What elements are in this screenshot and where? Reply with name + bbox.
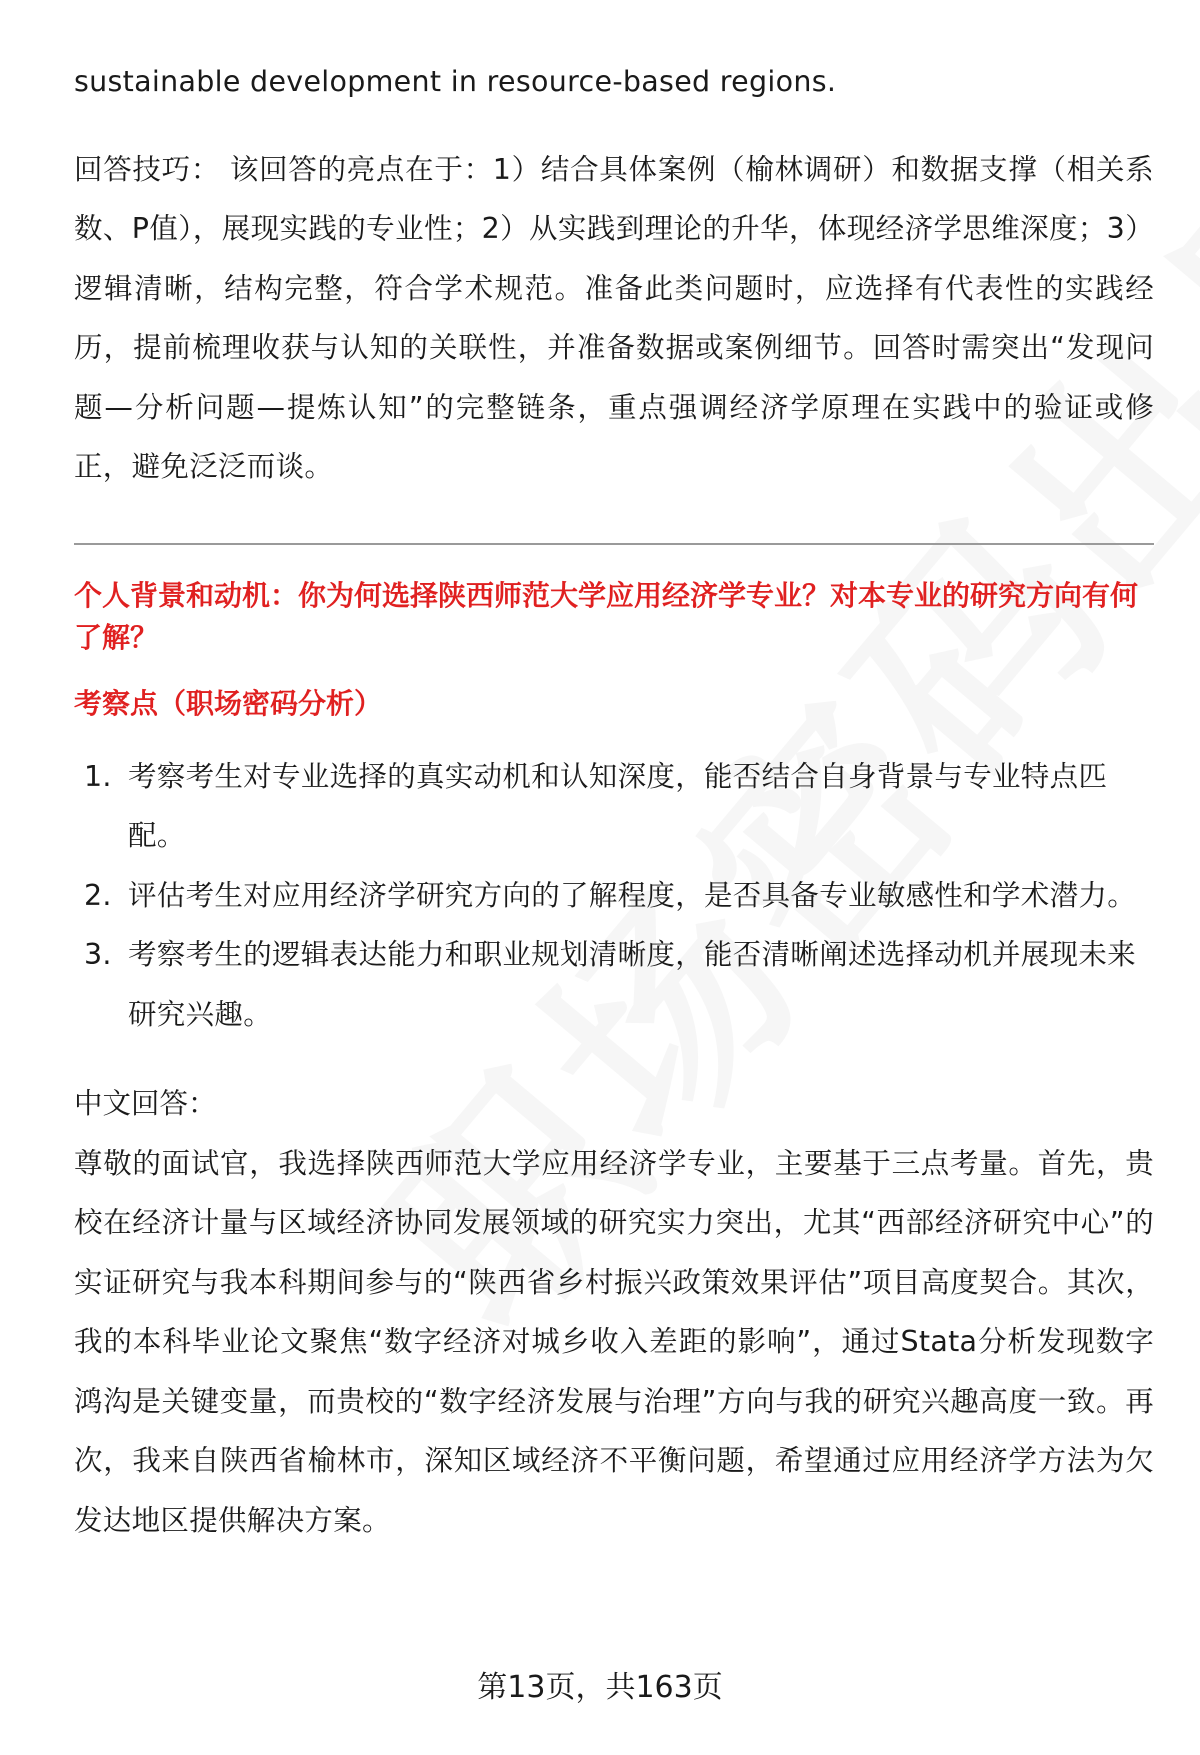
page-footer: 第13页，共163页 xyxy=(477,1670,723,1705)
focus-point-number: 1. xyxy=(84,759,112,793)
focus-point-text: 考察考生的逻辑表达能力和职业规划清晰度，能否清晰阐述选择动机并展现未来研究兴趣。 xyxy=(128,938,1137,1031)
focus-point-text: 考察考生对专业选择的真实动机和认知深度，能否结合自身背景与专业特点匹配。 xyxy=(128,759,1108,852)
page-content xyxy=(74,52,1154,1550)
focus-heading: 考察点（职场密码分析） xyxy=(74,686,383,720)
focus-point-text: 评估考生对应用经济学研究方向的了解程度，是否具备专业敏感性和学术潜力。 xyxy=(128,878,1137,912)
focus-points-list xyxy=(74,747,1154,1045)
focus-point-number: 3. xyxy=(84,938,112,971)
focus-point-item xyxy=(74,925,1154,1044)
focus-point-number: 2. xyxy=(84,878,112,912)
answer-paragraph: 尊敬的面试官，我选择陕西师范大学应用经济学专业，主要基于三点考量。首先，贵校在经济计量与区域经济协同发展领域的研究实力突出，尤其“西部经济研究中心”的实证研究与我本科期间参与的“陕西省乡村振兴政策效果评估”项目高度契合。其次，我的本科毕业论文聚焦“数字经济对城乡收入差距的影响”，通过Stata分析发现数字鸿沟是关键变量，而贵校的“数字经济发展与治理”方向与我的研究兴趣高度一致。再次，我来自陕西省榆林市，深知区域经济不平衡问题，希望通过应用经济学方法为欠发达地区提供解决方案。 xyxy=(74,1146,1154,1537)
focus-point-item xyxy=(74,747,1154,866)
intro-paragraph: sustainable development in resource-based regions. xyxy=(74,65,837,98)
answer-label: 中文回答： xyxy=(74,1087,217,1120)
question-heading: 个人背景和动机：你为何选择陕西师范大学应用经济学专业？对本专业的研究方向有何了解？ xyxy=(74,578,1139,654)
answer-tips-paragraph: 回答技巧： 该回答的亮点在于：1）结合具体案例（榆林调研）和数据支撑（相关系数、P值），展现实践的专业性；2）从实践到理论的升华，体现经济学思维深度；3）逻辑清晰，结构完整，符合学术规范。准备此类问题时，应选择有代表性的实践经历，提前梳理收获与认知的关联性，并准备数据或案例细节。回答时需突出“发现问题—分析问题—提炼认知”的完整链条，重点强调经济学原理在实践中的验证或修正，避免泛泛而谈。 xyxy=(74,152,1154,483)
section-divider xyxy=(74,543,1154,545)
focus-point-item xyxy=(74,866,1154,926)
